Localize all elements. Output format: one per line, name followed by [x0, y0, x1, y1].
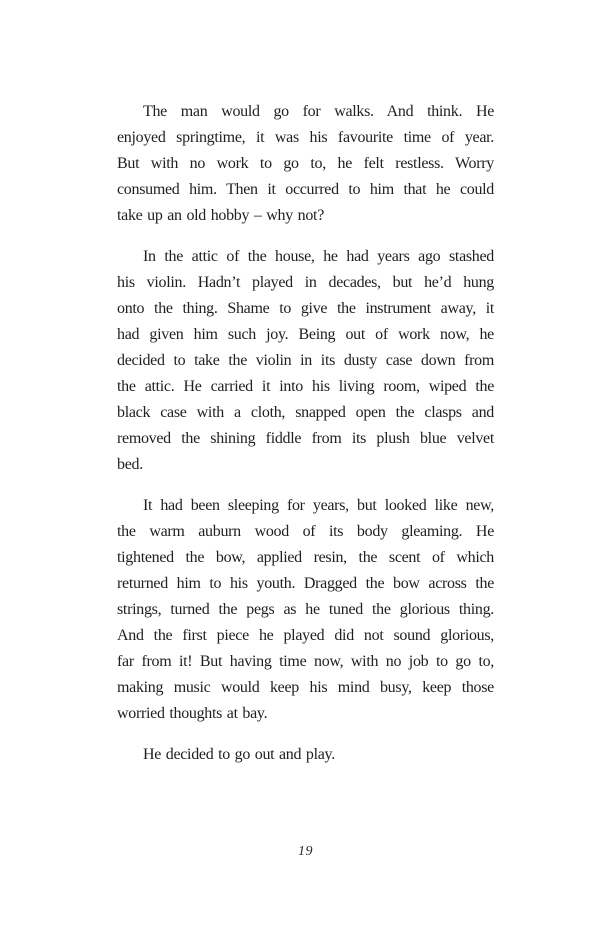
text-line: tightened the bow, applied resin, the scent of which	[117, 549, 494, 566]
text-line: The man would go for walks. And think. He	[143, 103, 494, 120]
text-line: removed the shining fiddle from its plush blue velvet	[117, 430, 494, 447]
text-line: making music would keep his mind busy, keep those	[117, 679, 494, 696]
text-line: worried thoughts at bay.	[117, 705, 268, 722]
paragraph	[117, 493, 494, 727]
text-line: his violin. Hadn’t played in decades, but he’d hung	[117, 274, 494, 291]
text-line: strings, turned the pegs as he tuned the glorious thing.	[117, 601, 494, 618]
paragraph	[117, 99, 494, 229]
text-line: had given him such joy. Being out of work now, he	[117, 326, 494, 343]
text-line: black case with a cloth, snapped open the clasps and	[117, 404, 494, 421]
paragraph	[117, 244, 494, 478]
text-line: returned him to his youth. Dragged the bow across the	[117, 575, 494, 592]
text-line: He decided to go out and play.	[143, 746, 335, 763]
text-line: take up an old hobby – why not?	[117, 207, 324, 224]
text-line: It had been sleeping for years, but looked like new,	[143, 497, 494, 514]
page-number: 19	[298, 844, 313, 859]
text-line: bed.	[117, 456, 143, 473]
text-block	[117, 99, 494, 783]
text-line: And the first piece he played did not sound glorious,	[117, 627, 494, 644]
text-line: far from it! But having time now, with no job to go to,	[117, 653, 494, 670]
text-line: consumed him. Then it occurred to him that he could	[117, 181, 494, 198]
text-line: the attic. He carried it into his living room, wiped the	[117, 378, 494, 395]
paragraph	[117, 742, 494, 768]
text-line: decided to take the violin in its dusty case down from	[117, 352, 494, 369]
text-line: the warm auburn wood of its body gleaming. He	[117, 523, 494, 540]
text-line: In the attic of the house, he had years ago stashed	[143, 248, 494, 265]
text-line: onto the thing. Shame to give the instrument away, it	[117, 300, 494, 317]
text-line: enjoyed springtime, it was his favourite time of year.	[117, 129, 494, 146]
text-line: But with no work to go to, he felt restless. Worry	[117, 155, 494, 172]
